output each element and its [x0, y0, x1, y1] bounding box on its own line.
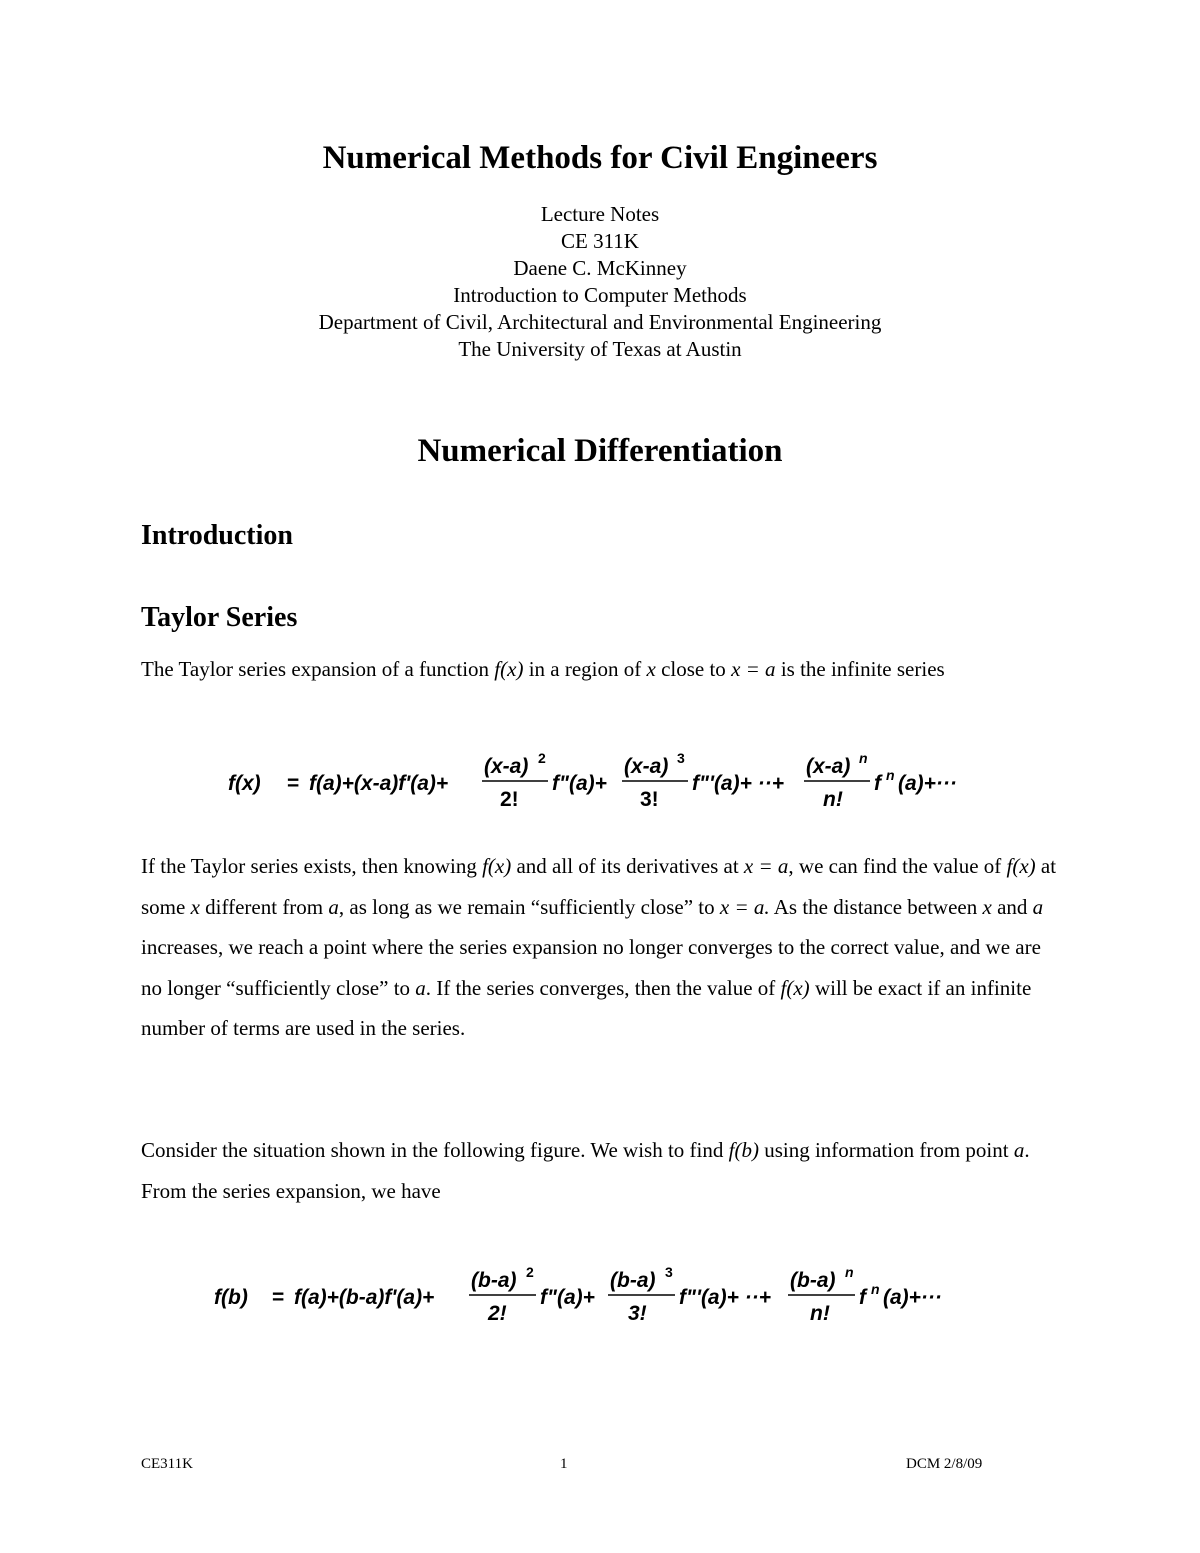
text-run: As the distance between	[769, 894, 983, 919]
course-info	[0, 201, 1200, 363]
math-x-equals-a: x = a.	[719, 894, 770, 919]
eq-pown: n	[845, 1264, 854, 1280]
text-run: and	[991, 894, 1033, 919]
eq-equals: =	[272, 1286, 285, 1309]
info-course-name: Introduction to Computer Methods	[453, 283, 747, 307]
math-fx: f(x)	[780, 975, 810, 1000]
eq-f2: f"(a)+	[552, 772, 607, 795]
eq-num2: (x-a)	[484, 755, 529, 778]
eq-num2: (b-a)	[471, 1269, 517, 1292]
math-fx: f(x)	[482, 854, 512, 878]
equation-taylor-fx	[0, 742, 1200, 822]
eq-lhs: f(x)	[228, 772, 261, 795]
eq-fn-sup: n	[886, 767, 895, 783]
heading-introduction: Introduction	[141, 520, 293, 551]
eq-den2: 2!	[488, 1302, 507, 1325]
text-run: in a region of	[523, 657, 647, 681]
eq-f3: f"'(a)+ ··+	[692, 772, 784, 795]
math-fx: f(x)	[1006, 854, 1036, 878]
equation-taylor-fb	[0, 1256, 1200, 1336]
eq-den3: 3!	[628, 1302, 647, 1325]
eq-equals: =	[287, 772, 300, 795]
eq-fn-sup: n	[871, 1281, 880, 1297]
text-run: will be exact if an infinite number of terms are used in the series.	[141, 975, 1032, 1040]
text-run: If the Taylor series exists, then knowing	[141, 854, 483, 878]
math-x-equals-a: x = a	[731, 657, 776, 681]
text-run: , as long as we remain “sufficiently close” to	[338, 894, 720, 919]
eq-pow2: 2	[538, 750, 546, 766]
text-run: and all of its derivatives at	[511, 854, 744, 878]
info-department: Department of Civil, Architectural and Environmental Engineering	[318, 310, 882, 334]
eq-pow2: 2	[526, 1264, 534, 1280]
footer-course: CE311K	[141, 1456, 193, 1472]
eq-den3: 3!	[640, 788, 659, 811]
math-fb: f(b)	[728, 1138, 759, 1162]
section-title: Numerical Differentiation	[417, 433, 783, 469]
eq-num3: (b-a)	[610, 1269, 656, 1292]
text-run: different from	[199, 894, 329, 919]
eq-lhs: f(b)	[214, 1286, 248, 1309]
math-a: a	[1013, 1138, 1025, 1162]
eq-f3: f"'(a)+ ··+	[679, 1286, 771, 1309]
eq-num3: (x-a)	[624, 755, 669, 778]
text-run: at some	[141, 854, 1057, 919]
eq-f2: f"(a)+	[540, 1286, 595, 1309]
eq-tail: (a)+···	[898, 772, 957, 795]
text-run: . From the series expansion, we have	[141, 1138, 1030, 1203]
math-a: a	[328, 894, 339, 919]
eq-term0: f(a)+(b-a)f'(a)+	[294, 1286, 435, 1309]
footer-page-number: 1	[560, 1456, 568, 1472]
eq-pown: n	[859, 750, 868, 766]
math-x: x	[646, 657, 656, 681]
math-x-equals-a: x = a	[743, 854, 789, 878]
info-author: Daene C. McKinney	[513, 256, 687, 280]
paragraph-figure-intro	[141, 1130, 1061, 1211]
text-run: close to	[655, 657, 732, 681]
math-a: a	[1032, 894, 1044, 919]
text-run: The Taylor series expansion of a function	[141, 657, 495, 681]
eq-pow3: 3	[677, 750, 685, 766]
text-run: Consider the situation shown in the following figure. We wish to find	[141, 1138, 729, 1162]
eq-denn: n!	[810, 1302, 830, 1325]
math-a: a	[415, 975, 426, 1000]
eq-fn: f	[874, 772, 881, 795]
eq-denn: n!	[823, 788, 843, 811]
eq-numn: (x-a)	[806, 755, 851, 778]
text-run: . If the series converges, then the value of	[425, 975, 781, 1000]
paragraph-taylor-explanation	[141, 846, 1061, 1049]
equation-svg	[0, 1256, 1200, 1336]
eq-tail: (a)+···	[883, 1286, 942, 1309]
eq-den2: 2!	[500, 788, 519, 811]
math-x: x	[982, 894, 992, 919]
eq-fn: f	[859, 1286, 866, 1309]
text-run: is the infinite series	[775, 657, 945, 681]
text-run: using information from point	[758, 1138, 1014, 1162]
eq-pow3: 3	[665, 1264, 673, 1280]
equation-svg	[0, 742, 1200, 822]
info-course-code: CE 311K	[561, 229, 639, 253]
eq-term0: f(a)+(x-a)f'(a)+	[309, 772, 449, 795]
document-title: Numerical Methods for Civil Engineers	[322, 140, 878, 176]
math-fx: f(x)	[494, 657, 524, 681]
info-lecture-notes: Lecture Notes	[540, 202, 660, 226]
text-run: , we can find the value of	[788, 854, 1007, 878]
paragraph-taylor-intro	[141, 656, 1061, 683]
footer-author-date: DCM 2/8/09	[906, 1456, 983, 1472]
heading-taylor-series: Taylor Series	[141, 602, 298, 633]
info-university: The University of Texas at Austin	[458, 337, 742, 361]
math-x: x	[190, 894, 200, 919]
eq-numn: (b-a)	[790, 1269, 836, 1292]
text-run: increases, we reach a point where the series expansion no longer converges to the correct value, and we are no longer “sufficiently close” to	[141, 935, 1041, 1000]
